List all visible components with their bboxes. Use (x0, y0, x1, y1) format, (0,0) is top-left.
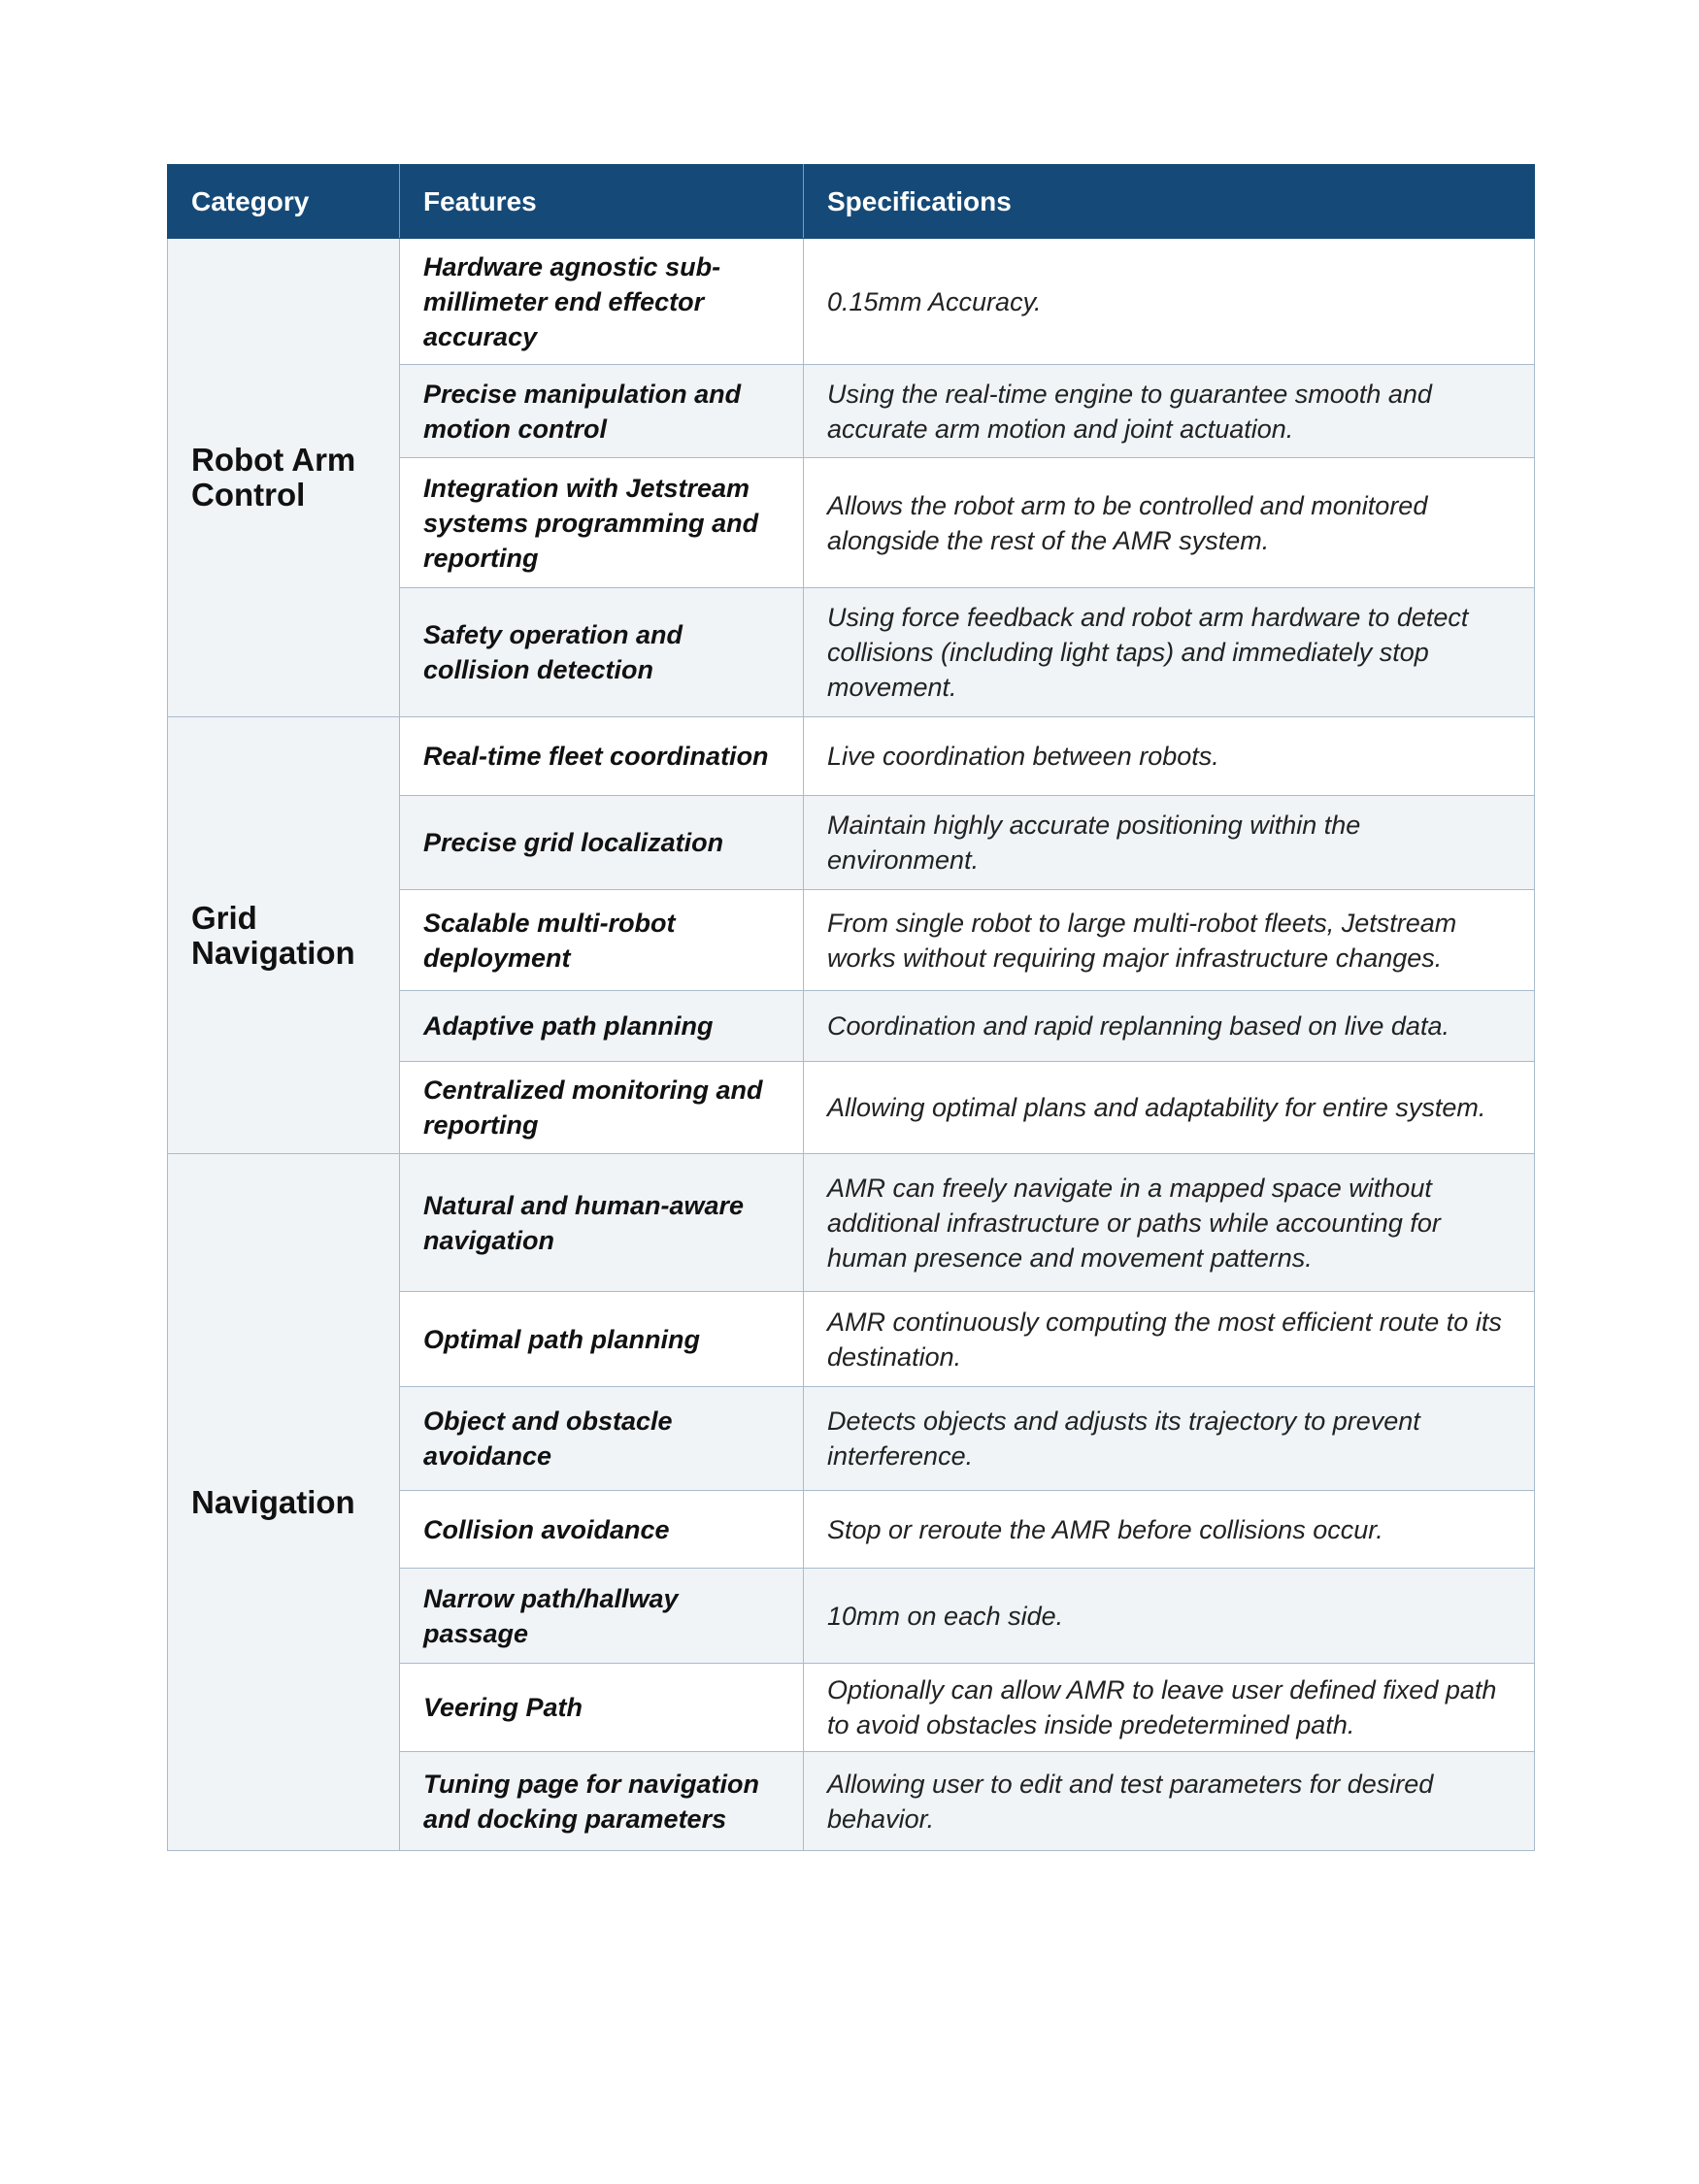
table-row (168, 717, 1535, 796)
spec-cell: Live coordination between robots. (804, 717, 1535, 796)
table-header-row (168, 165, 1535, 239)
spec-cell: Using the real-time engine to guarantee smooth and accurate arm motion and joint actuation. (804, 365, 1535, 458)
feature-cell: Real-time fleet coordination (400, 717, 804, 796)
feature-cell: Object and obstacle avoidance (400, 1387, 804, 1491)
feature-cell: Hardware agnostic sub-millimeter end effector accuracy (400, 239, 804, 365)
category-cell-grid-navigation: Grid Navigation (168, 717, 400, 1154)
feature-cell: Collision avoidance (400, 1491, 804, 1569)
category-cell-navigation: Navigation (168, 1154, 400, 1851)
table-row (168, 239, 1535, 365)
feature-cell: Precise manipulation and motion control (400, 365, 804, 458)
feature-cell: Scalable multi-robot deployment (400, 890, 804, 991)
header-specifications: Specifications (804, 165, 1535, 239)
table-row (168, 1154, 1535, 1292)
feature-cell: Narrow path/hallway passage (400, 1569, 804, 1664)
feature-cell: Veering Path (400, 1664, 804, 1752)
spec-cell: 10mm on each side. (804, 1569, 1535, 1664)
header-features: Features (400, 165, 804, 239)
spec-cell: Detects objects and adjusts its trajectory to prevent interference. (804, 1387, 1535, 1491)
spec-cell: 0.15mm Accuracy. (804, 239, 1535, 365)
spec-cell: Optionally can allow AMR to leave user defined fixed path to avoid obstacles inside predetermined path. (804, 1664, 1535, 1752)
spec-cell: From single robot to large multi-robot fleets, Jetstream works without requiring major infrastructure changes. (804, 890, 1535, 991)
spec-cell: AMR continuously computing the most efficient route to its destination. (804, 1292, 1535, 1387)
spec-cell: Allows the robot arm to be controlled and monitored alongside the rest of the AMR system. (804, 458, 1535, 588)
feature-cell: Precise grid localization (400, 796, 804, 890)
header-category: Category (168, 165, 400, 239)
feature-cell: Adaptive path planning (400, 991, 804, 1062)
feature-cell: Centralized monitoring and reporting (400, 1062, 804, 1154)
spec-cell: Using force feedback and robot arm hardware to detect collisions (including light taps) and immediately stop movement. (804, 588, 1535, 717)
spec-cell: AMR can freely navigate in a mapped space without additional infrastructure or paths while accounting for human presence and movement patterns. (804, 1154, 1535, 1292)
spec-cell: Stop or reroute the AMR before collisions occur. (804, 1491, 1535, 1569)
category-cell-robot-arm-control: Robot Arm Control (168, 239, 400, 717)
spec-cell: Allowing optimal plans and adaptability for entire system. (804, 1062, 1535, 1154)
feature-cell: Safety operation and collision detection (400, 588, 804, 717)
spec-cell: Allowing user to edit and test parameters for desired behavior. (804, 1752, 1535, 1851)
features-table (167, 164, 1535, 1851)
feature-cell: Tuning page for navigation and docking parameters (400, 1752, 804, 1851)
feature-cell: Integration with Jetstream systems programming and reporting (400, 458, 804, 588)
spec-cell: Maintain highly accurate positioning within the environment. (804, 796, 1535, 890)
feature-cell: Natural and human-aware navigation (400, 1154, 804, 1292)
spec-cell: Coordination and rapid replanning based on live data. (804, 991, 1535, 1062)
feature-cell: Optimal path planning (400, 1292, 804, 1387)
